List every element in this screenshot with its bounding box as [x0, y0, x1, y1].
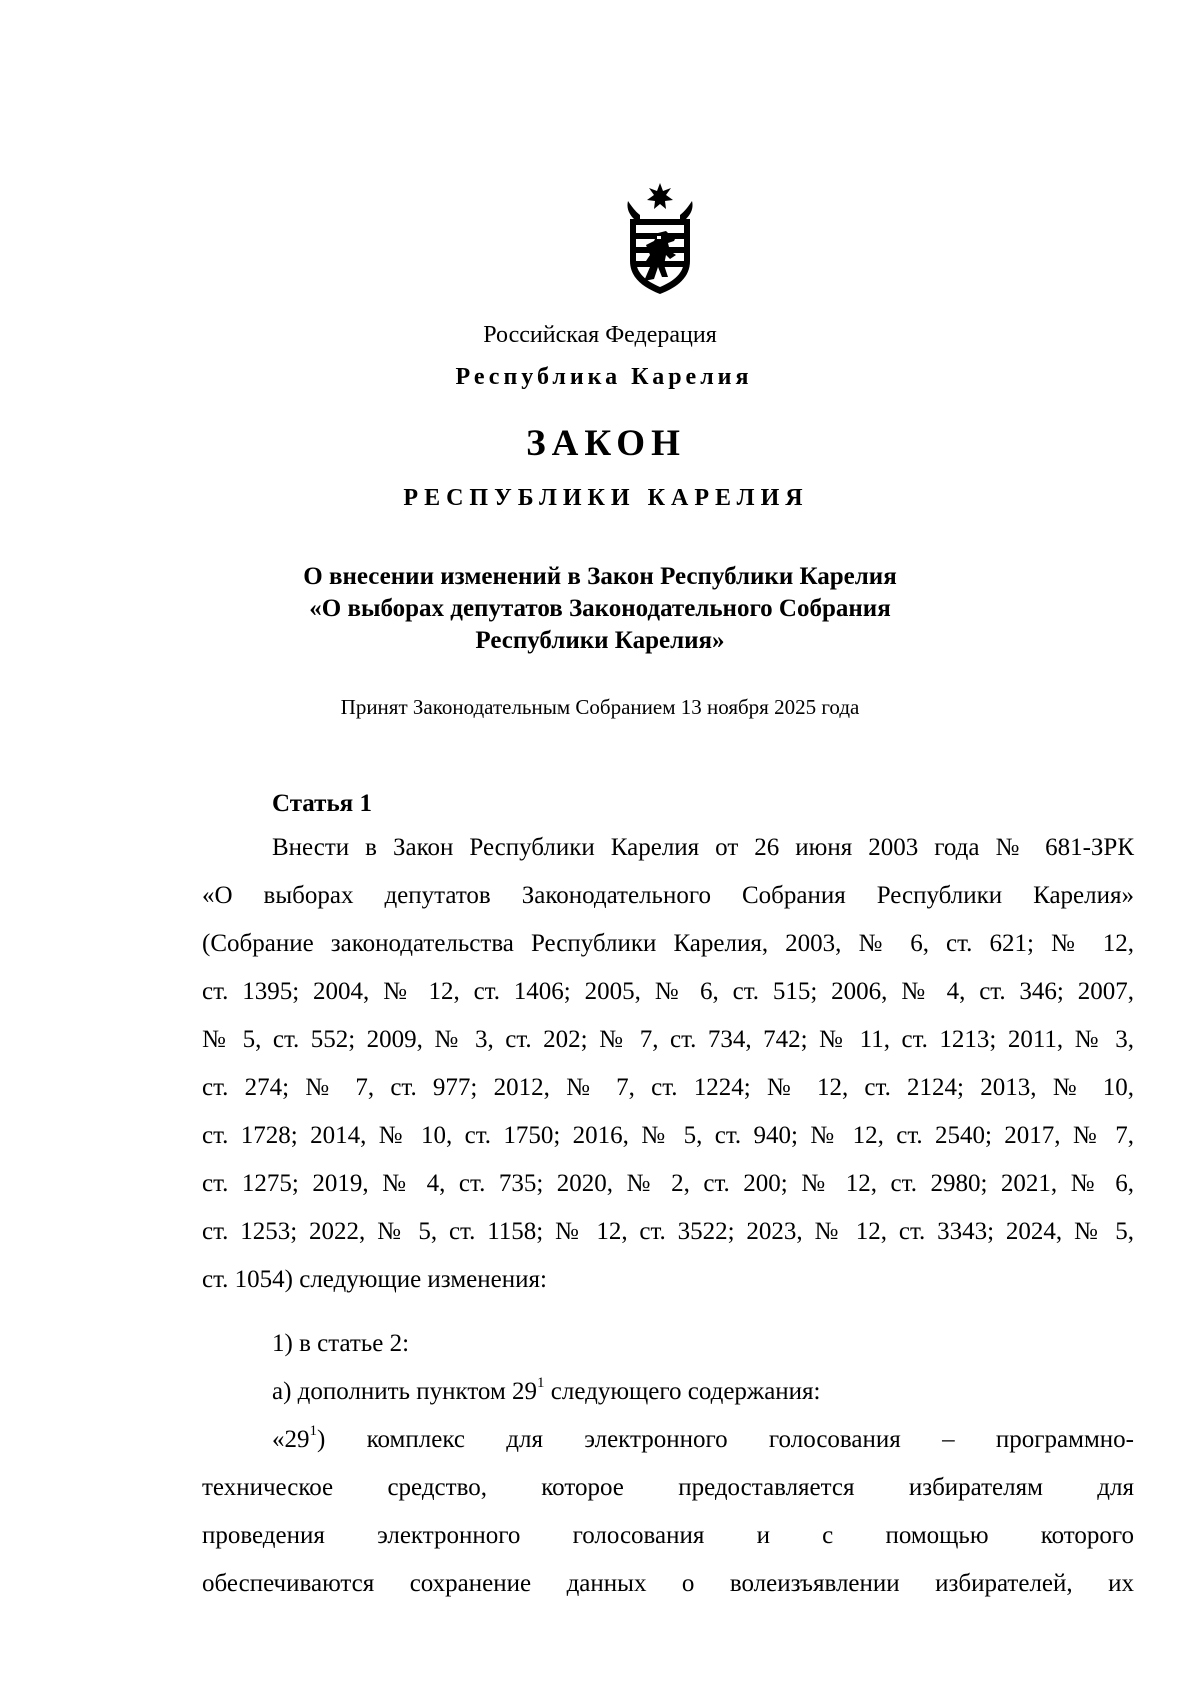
- list-item-1: 1) в статье 2:: [272, 1330, 410, 1357]
- republic-name: Республика Карелия: [455, 364, 753, 390]
- definition-first-line: [202, 1416, 1134, 1464]
- definition-paragraph: [202, 1416, 1134, 1608]
- superscript: 1: [309, 1422, 317, 1439]
- list-item-a: [272, 1368, 821, 1416]
- paragraph-line: ст. 1253; 2022, № 5, ст. 1158; № 12, ст. 3522; 2023, № 12, ст. 3343; 2024, № 5,: [202, 1218, 1134, 1245]
- item-a-text: а) дополнить пунктом 29: [272, 1378, 538, 1405]
- paragraph-line: ст. 274; № 7, ст. 977; 2012, № 7, ст. 1224; № 12, ст. 2124; 2013, № 10,: [202, 1074, 1134, 1101]
- definition-line: проведения электронного голосования и с помощью которого: [202, 1522, 1134, 1549]
- act-title-line: О внесении изменений в Закон Республики Карелия: [303, 563, 897, 590]
- paragraph-line: Внести в Закон Республики Карелия от 26 июня 2003 года № 681-ЗРК: [272, 834, 1134, 861]
- act-title-line: «О выборах депутатов Законодательного Собрания: [309, 595, 891, 622]
- paragraph-line: ст. 1728; 2014, № 10, ст. 1750; 2016, № 5, ст. 940; № 12, ст. 2540; 2017, № 7,: [202, 1122, 1134, 1149]
- paragraph-line: ст. 1054) следующие изменения:: [202, 1266, 547, 1293]
- law-title: ЗАКОН: [526, 423, 686, 464]
- paragraph-line: ст. 1395; 2004, № 12, ст. 1406; 2005, № 6, ст. 515; 2006, № 4, ст. 346; 2007,: [202, 978, 1134, 1005]
- adoption-date-line: Принят Законодательным Собранием 13 ноября 2025 года: [340, 695, 860, 719]
- definition-line: обеспечиваются сохранение данных о волеизъявлении избирателей, их: [202, 1570, 1134, 1597]
- country-name: Российская Федерация: [483, 322, 717, 348]
- law-subtitle: РЕСПУБЛИКИ КАРЕЛИЯ: [403, 485, 809, 511]
- definition-line: техническое средство, которое предоставляется избирателям для: [202, 1474, 1134, 1501]
- paragraph-line: № 5, ст. 552; 2009, № 3, ст. 202; № 7, ст. 734, 742; № 11, ст. 1213; 2011, № 3,: [202, 1026, 1134, 1053]
- item-a-text: следующего содержания:: [544, 1378, 821, 1405]
- definition-text: ) комплекс для электронного голосования – программно-: [317, 1426, 1134, 1453]
- definition-text: «29: [272, 1426, 310, 1453]
- karelia-coat-of-arms-icon: [620, 181, 700, 296]
- article-heading: Статья 1: [272, 790, 372, 817]
- act-title-line: Республики Карелия»: [475, 627, 725, 654]
- paragraph-line: «О выборах депутатов Законодательного Собрания Республики Карелия»: [202, 882, 1134, 909]
- article-paragraph: [202, 824, 1134, 1304]
- paragraph-line: ст. 1275; 2019, № 4, ст. 735; 2020, № 2, ст. 200; № 12, ст. 2980; 2021, № 6,: [202, 1170, 1134, 1197]
- paragraph-line: (Собрание законодательства Республики Карелия, 2003, № 6, ст. 621; № 12,: [202, 930, 1134, 957]
- superscript: 1: [537, 1374, 545, 1391]
- act-title: [0, 561, 1200, 657]
